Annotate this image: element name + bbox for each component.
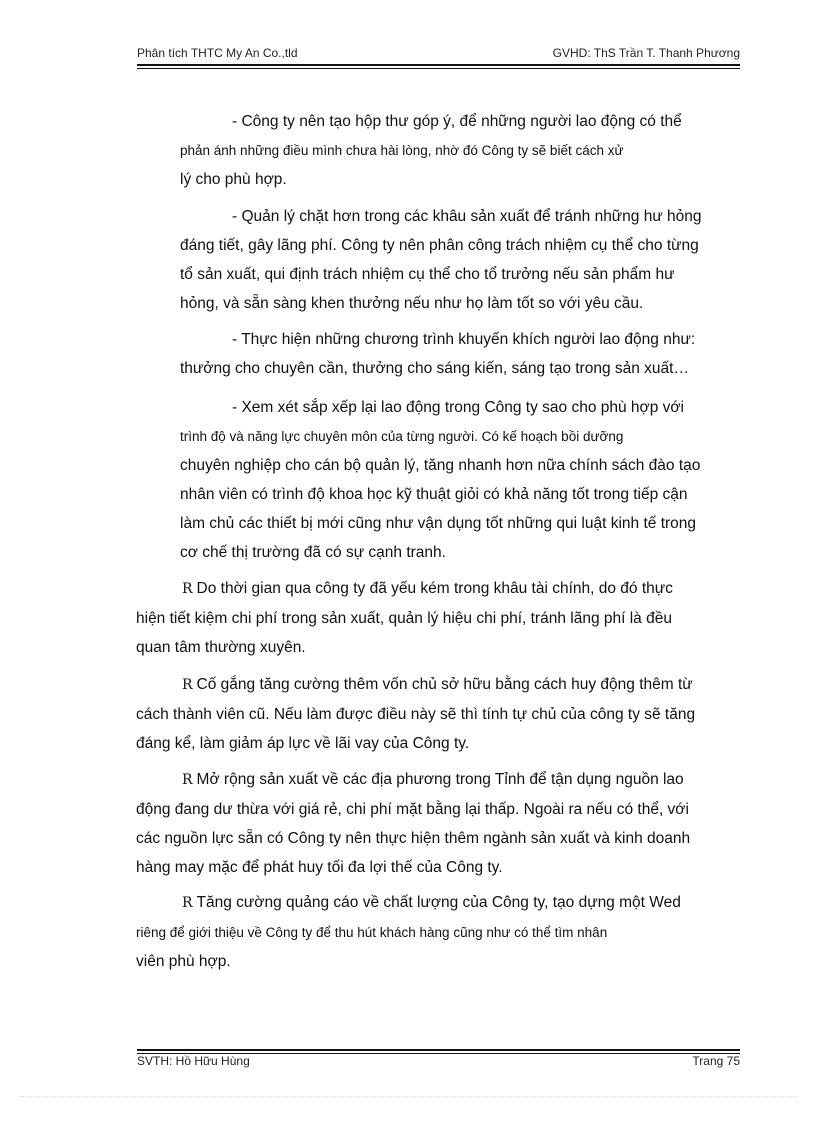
text-line: động đang dư thừa với giá rẻ, chi phí mặt bằng lại thấp. Ngoài ra nếu có thể, với bbox=[136, 801, 689, 818]
text-line bbox=[136, 765, 690, 795]
text-line: hàng may mặc để phát huy tối đa lợi thế của Công ty. bbox=[136, 859, 503, 876]
text-line: cách thành viên cũ. Nếu làm được điều này sẽ thì tính tự chủ của công ty sẽ tăng bbox=[136, 706, 696, 723]
text-line: nhân viên có trình độ khoa học kỹ thuật giỏi có khả năng tốt trong tiếp cận bbox=[180, 486, 688, 503]
text-line: thưởng cho chuyên cần, thưởng cho sáng kiến, sáng tạo trong sản xuất… bbox=[180, 360, 689, 377]
text-line: - Xem xét sắp xếp lại lao động trong Công ty sao cho phù hợp với bbox=[232, 399, 685, 416]
text-line: đáng kể, làm giảm áp lực về lãi vay của Công ty. bbox=[136, 735, 470, 752]
text-line bbox=[136, 670, 695, 700]
text-line: phản ánh những điều mình chưa hài lòng, nhờ đó Công ty sẽ biết cách xử bbox=[180, 143, 624, 158]
text-line: hiện tiết kiệm chi phí trong sản xuất, quản lý hiệu chi phí, tránh lãng phí là đều bbox=[136, 610, 672, 627]
paragraph bbox=[180, 393, 700, 567]
text-line: - Quản lý chặt hơn trong các khâu sản xuất để tránh những hư hỏng bbox=[232, 208, 702, 225]
page-edge-divider bbox=[20, 1096, 796, 1097]
text-line-content: Tăng cường quảng cáo về chất lượng của Công ty, tạo dựng một Wed bbox=[196, 894, 681, 911]
paragraph bbox=[136, 765, 690, 882]
footer-left-text: SVTH: Hồ Hữu Hùng bbox=[137, 1054, 250, 1068]
paragraph bbox=[180, 202, 702, 318]
paragraph bbox=[136, 670, 695, 758]
text-line: hỏng, và sẵn sàng khen thưởng nếu như họ làm tốt so với yêu cầu. bbox=[180, 295, 644, 312]
text-line: các nguồn lực sẵn có Công ty nên thực hiện thêm ngành sản xuất và kinh doanh bbox=[136, 830, 691, 847]
text-line: làm chủ các thiết bị mới cũng như vận dụng tốt những qui luật kinh tế trong bbox=[180, 515, 697, 532]
text-line: đáng tiết, gây lãng phí. Công ty nên phân công trách nhiệm cụ thể cho từng bbox=[180, 237, 699, 254]
paragraph bbox=[180, 325, 695, 383]
header-rule-thick bbox=[137, 64, 740, 66]
paragraph bbox=[180, 107, 682, 194]
header-rule-thin bbox=[137, 68, 740, 69]
text-line: cơ chế thị trường đã có sự cạnh tranh. bbox=[180, 544, 446, 561]
paragraph bbox=[136, 888, 681, 976]
text-line-content: Cố gắng tăng cường thêm vốn chủ sở hữu bằng cách huy động thêm từ bbox=[196, 676, 693, 693]
page-number: Trang 75 bbox=[692, 1054, 740, 1068]
bullet-marker: R bbox=[182, 772, 193, 788]
page-footer bbox=[137, 1054, 740, 1072]
header-left-text: Phân tích THTC My An Co.,tld bbox=[137, 46, 298, 60]
bullet-marker: R bbox=[182, 895, 193, 911]
text-line bbox=[136, 888, 681, 918]
text-line: chuyên nghiệp cho cán bộ quản lý, tăng nhanh hơn nữa chính sách đào tạo bbox=[180, 457, 701, 474]
text-line: tổ sản xuất, qui định trách nhiệm cụ thể cho tổ trưởng nếu sản phẩm hư bbox=[180, 266, 675, 283]
text-line-content: Do thời gian qua công ty đã yếu kém trong khâu tài chính, do đó thực bbox=[196, 580, 673, 597]
paragraph bbox=[136, 574, 673, 662]
text-line: trình độ và năng lực chuyên môn của từng người. Có kế hoạch bồi dưỡng bbox=[180, 429, 624, 444]
text-line-content: Mở rộng sản xuất về các địa phương trong Tỉnh để tận dụng nguồn lao bbox=[196, 771, 684, 788]
text-line bbox=[136, 574, 673, 604]
text-line: viên phù hợp. bbox=[136, 953, 231, 970]
footer-rule-thick bbox=[137, 1049, 740, 1051]
text-line: - Thực hiện những chương trình khuyến khích người lao động như: bbox=[232, 331, 696, 348]
text-line: quan tâm thường xuyên. bbox=[136, 639, 306, 656]
text-line: lý cho phù hợp. bbox=[180, 171, 287, 188]
text-line: riêng để giới thiệu về Công ty để thu hút khách hàng cũng như có thể tìm nhân bbox=[136, 925, 608, 940]
bullet-marker: R bbox=[182, 581, 193, 597]
bullet-marker: R bbox=[182, 677, 193, 693]
text-line: - Công ty nên tạo hộp thư góp ý, để những người lao động có thể bbox=[232, 113, 682, 130]
page-header bbox=[137, 46, 740, 64]
header-right-text: GVHD: ThS Trần T. Thanh Phương bbox=[552, 46, 740, 60]
